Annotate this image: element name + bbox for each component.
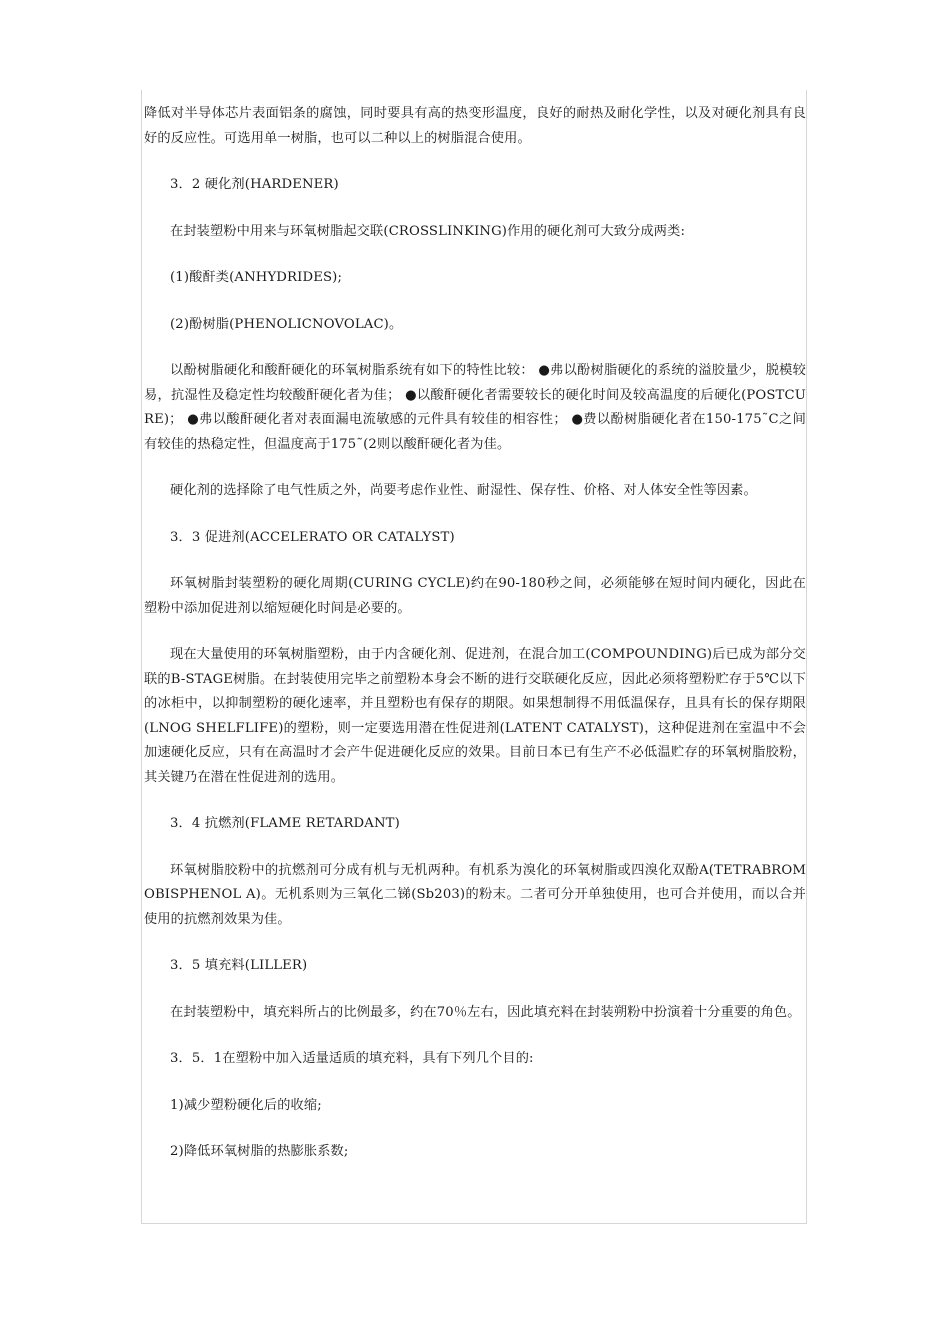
document-body: [144, 102, 806, 1187]
list-item-reduce-shrinkage: 1)减少塑粉硬化后的收缩;: [170, 1097, 322, 1113]
heading-filler: 3．5 填充料(LILLER): [170, 958, 308, 973]
paragraph-filler-ratio: 在封装塑粉中，填充料所占的比例最多，约在70％左右，因此填充料在封装朔粉中扮演着十分重要的角色。: [170, 1004, 801, 1020]
paragraph-hardener-comparison: 以酚树脂硬化和酸酐硬化的环氧树脂系统有如下的特性比较： ●弗以酚树脂硬化的系统的溢胶量少，脱模较易，抗湿性及稳定性均较酸酐硬化者为佳； ●以酸酐硬化者需要较长的硬化时间及较高温度的后硬化(POSTCURE)； ●弗以酸酐硬化者对表面漏电流敏感的元件具有较佳的相容性； ●费以酚树脂硬化者在150-175˜C之间有较佳的热稳定性，但温度高于175˜(2则以酸酐硬化者为佳。: [144, 363, 806, 452]
list-item-phenolic-novolac: (2)酚树脂(PHENOLICNOVOLAC)。: [170, 316, 403, 332]
heading-flame-retardant: 3．4 抗燃剂(FLAME RETARDANT): [170, 816, 400, 831]
paragraph-hardener-selection: 硬化剂的选择除了电气性质之外，尚要考虑作业性、耐湿性、保存性、价格、对人体安全性等因素。: [170, 483, 757, 498]
paragraph-resin-usage: 降低对半导体芯片表面铝条的腐蚀，同时要具有高的热变形温度，良好的耐热及耐化学性，以及对硬化剂具有良好的反应性。可选用单一树脂，也可以二种以上的树脂混合使用。: [144, 106, 806, 146]
paragraph-hardener-types: 在封装塑粉中用来与环氧树脂起交联(CROSSLINKING)作用的硬化剂可大致分成两类:: [170, 223, 686, 239]
paragraph-flame-retardant: 环氧树脂胶粉中的抗燃剂可分成有机与无机两种。有机系为溴化的环氧树脂或四溴化双酚A(TETRABROMOBISPHENOL A)。无机系则为三氧化二锑(Sb203)的粉末。二者可分开单独使用，也可合并使用，而以合并使用的抗燃剂效果为佳。: [144, 862, 806, 927]
paragraph-latent-catalyst: 现在大量使用的环氧树脂塑粉，由于内含硬化剂、促进剂，在混合加工(COMPOUNDING)后已成为部分交联的B-STAGE树脂。在封装使用完毕之前塑粉本身会不断的进行交联硬化反应，因此必须将塑粉贮存于5℃以下的冰柜中，以抑制塑粉的硬化速率，并且塑粉也有保存的期限。如果想制得不用低温保存，且具有长的保存期限(LNOG SHELFLIFE)的塑粉，则一定要选用潜在性促进剂(LATENT CATALYST)，这种促进剂在室温中不会加速硬化反应，只有在高温时才会产牛促进硬化反应的效果。目前日本已有生产不必低温贮存的环氧树脂胶粉，其关键乃在潜在性促进剂的选用。: [144, 647, 806, 785]
paragraph-curing-cycle: 环氧树脂封装塑粉的硬化周期(CURING CYCLE)约在90-180秒之间，必须能够在短时间内硬化，因此在塑粉中添加促进剂以缩短硬化时间是必要的。: [144, 576, 806, 616]
list-item-lower-expansion: 2)降低环氧树脂的热膨胀系数;: [170, 1144, 349, 1159]
heading-accelerator: 3．3 促进剂(ACCELERATO OR CATALYST): [170, 529, 455, 545]
heading-hardener: 3．2 硬化剂(HARDENER): [170, 177, 339, 192]
heading-filler-purposes: 3．5．1在塑粉中加入适量适质的填充料，具有下列几个目的:: [170, 1051, 534, 1066]
list-item-anhydrides: (1)酸酐类(ANHYDRIDES);: [170, 270, 343, 285]
